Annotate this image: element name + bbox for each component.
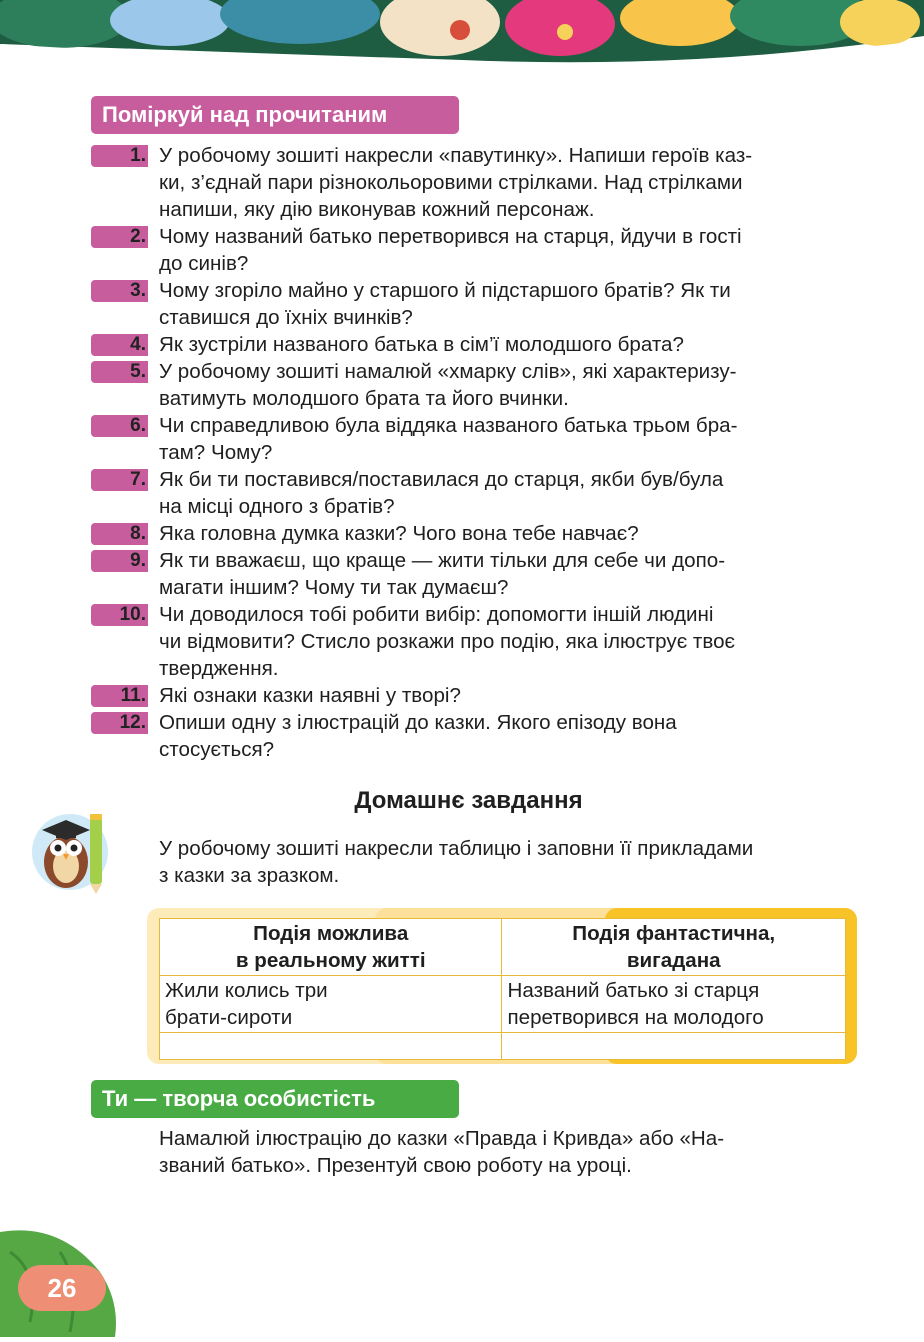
table-cell — [160, 1033, 502, 1060]
header-line: в реальному житті — [235, 949, 426, 972]
question-text-line: Як би ти поставився/поставилася до старця, якби був/була — [159, 468, 724, 491]
question-number-badge — [91, 685, 148, 707]
questions-list — [91, 142, 846, 763]
question-number: 12. — [119, 712, 146, 733]
cell-line: перетворився на молодого — [507, 1006, 764, 1029]
question-text-line: на місці одного з братів? — [159, 495, 395, 518]
question-number: 4. — [130, 334, 146, 355]
question-text-line: ки, з’єднай пари різнокольоровими стрілками. Над стрілками — [159, 171, 743, 194]
question-item — [91, 331, 846, 358]
creative-text-line: Намалюй ілюстрацію до казки «Правда і Кривда» або «На- — [159, 1127, 725, 1150]
header-line: Подія фантастична, — [572, 922, 776, 945]
question-text-line: твердження. — [159, 657, 279, 680]
creative-text-line: званий батько». Презентуй свою роботу на уроці. — [159, 1154, 632, 1177]
creative-text — [159, 1125, 846, 1179]
question-text-line: Чому згоріло майно у старшого й підстаршого братів? Як ти — [159, 279, 731, 302]
question-text-line: ставишся до їхніх вчинків? — [159, 306, 413, 329]
question-number-badge — [91, 550, 148, 572]
question-text-line: У робочому зошиті намалюй «хмарку слів», які характеризу- — [159, 360, 737, 383]
question-text-line: до синів? — [159, 252, 249, 275]
question-item — [91, 277, 846, 331]
question-item — [91, 142, 846, 223]
question-text-line: Як ти вважаєш, що краще — жити тільки для себе чи допо- — [159, 549, 726, 572]
question-text-line: Чи справедливою була віддяка названого батька трьом бра- — [159, 414, 738, 437]
question-item — [91, 520, 846, 547]
question-number-badge — [91, 523, 148, 545]
header-fantastic-event — [502, 919, 846, 976]
question-number-badge — [91, 226, 148, 248]
question-text-line: Як зустріли названого батька в сім’ї молодшого брата? — [159, 333, 684, 356]
events-table — [159, 918, 846, 1060]
question-number-badge — [91, 334, 148, 356]
question-text-line: Чи доводилося тобі робити вибір: допомогти іншій людині — [159, 603, 714, 626]
question-item — [91, 709, 846, 763]
question-number: 11. — [120, 685, 146, 706]
header-line: вигадана — [626, 949, 721, 972]
cell-line: Жили колись три — [165, 979, 328, 1002]
flower-banner-art — [0, 0, 924, 72]
question-item — [91, 682, 846, 709]
question-text-line: У робочому зошиті накресли «павутинку». Напиши героїв каз- — [159, 144, 753, 167]
header-line: Подія можлива — [253, 922, 409, 945]
question-text-line: там? Чому? — [159, 441, 273, 464]
question-number-badge — [91, 604, 148, 626]
question-number: 2. — [130, 226, 146, 247]
question-text-line: чи відмовити? Стисло розкажи про подію, яка ілюструє твоє — [159, 630, 736, 653]
homework-text — [159, 835, 849, 889]
question-number: 10. — [119, 604, 146, 625]
question-text-line: ватимуть молодшого брата та його вчинки. — [159, 387, 569, 410]
question-text-line: Які ознаки казки наявні у творі? — [159, 684, 461, 707]
table-row — [160, 976, 846, 1033]
homework-title: Домашнє завдання — [354, 787, 583, 814]
table-cell — [160, 976, 502, 1033]
question-item — [91, 358, 846, 412]
question-text-line: стосується? — [159, 738, 275, 761]
homework-text-line: з казки за зразком. — [159, 864, 340, 887]
question-item — [91, 547, 846, 601]
question-number-badge — [91, 469, 148, 491]
question-number: 3. — [130, 280, 146, 301]
question-text-line: Чому названий батько перетворився на старця, йдучи в гості — [159, 225, 742, 248]
flower-banner — [0, 0, 924, 72]
events-table-frame — [147, 908, 857, 1064]
cell-line: брати-сироти — [165, 1006, 293, 1029]
question-number-badge — [91, 361, 148, 383]
question-number-badge — [91, 280, 148, 302]
question-text-line: напиши, яку дію виконував кожний персонаж. — [159, 198, 595, 221]
question-number: 7. — [130, 469, 146, 490]
question-item — [91, 601, 846, 682]
question-item — [91, 412, 846, 466]
table-row-empty — [160, 1033, 846, 1060]
question-number: 8. — [130, 523, 146, 544]
page-number-badge: 26 — [18, 1265, 106, 1311]
table-cell — [502, 976, 846, 1033]
owl-graduate-icon — [30, 800, 120, 900]
question-text-line: Яка головна думка казки? Чого вона тебе навчає? — [159, 522, 639, 545]
question-item — [91, 466, 846, 520]
question-number-badge — [91, 415, 148, 437]
question-number: 6. — [130, 415, 146, 436]
section-creative-label: Ти — творча особистість — [91, 1080, 459, 1118]
question-number: 5. — [130, 361, 146, 382]
question-item — [91, 223, 846, 277]
homework-text-line: У робочому зошиті накресли таблицю і заповни її прикладами — [159, 837, 754, 860]
question-number: 1. — [130, 145, 146, 166]
question-text-line: магати іншим? Чому ти так думаєш? — [159, 576, 509, 599]
cell-line: Названий батько зі старця — [507, 979, 760, 1002]
question-number-badge — [91, 145, 148, 167]
table-header-row — [160, 919, 846, 976]
table-cell — [502, 1033, 846, 1060]
question-number: 9. — [130, 550, 146, 571]
question-number-badge — [91, 712, 148, 734]
header-real-event — [160, 919, 502, 976]
section-think-label: Поміркуй над прочитаним — [91, 96, 459, 134]
question-text-line: Опиши одну з ілюстрацій до казки. Якого епізоду вона — [159, 711, 677, 734]
